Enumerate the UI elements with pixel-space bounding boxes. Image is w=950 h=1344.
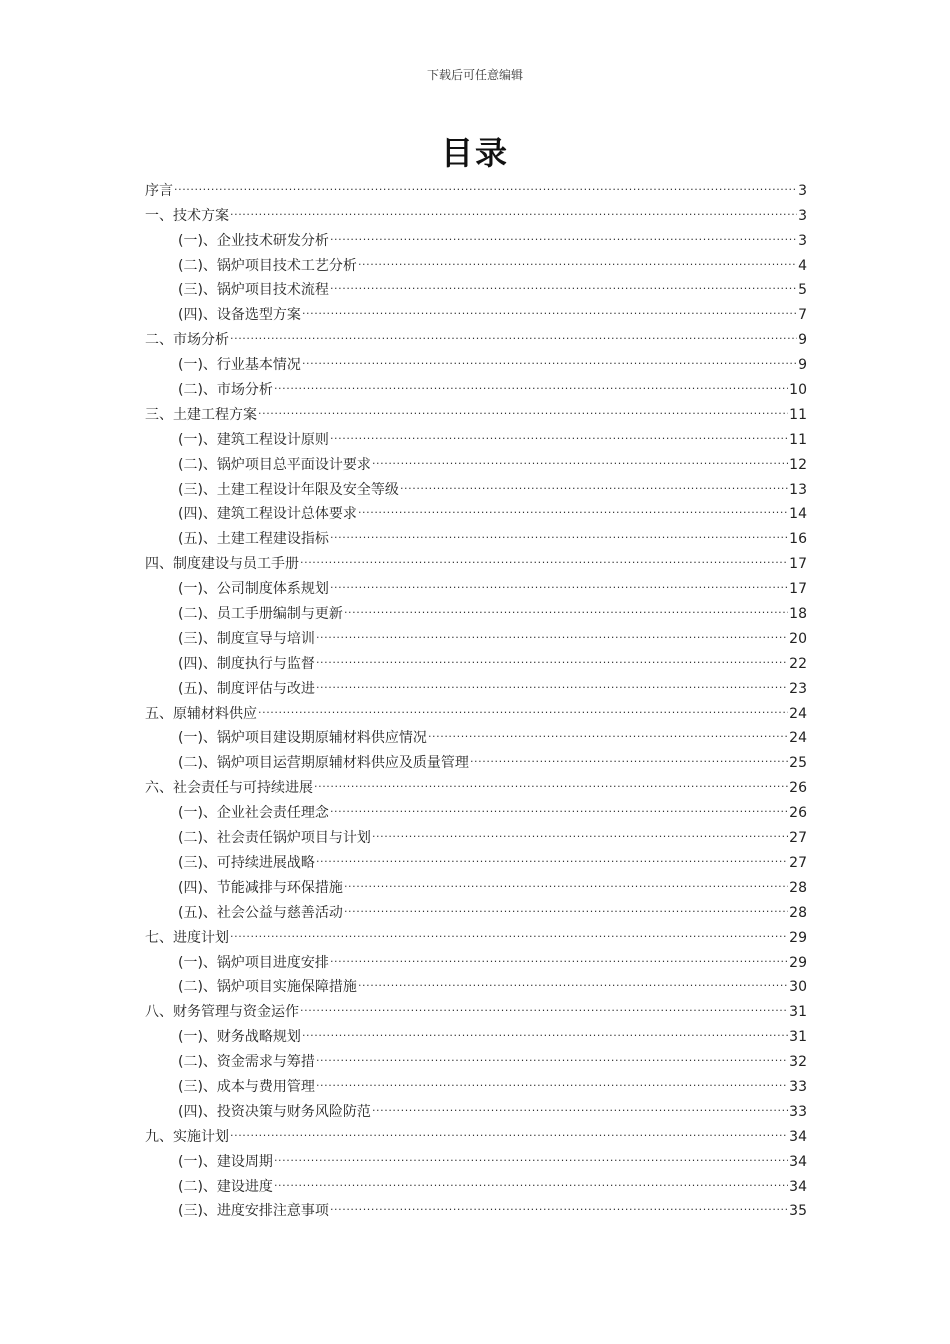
toc-entry[interactable] [145, 374, 807, 399]
toc-entry-label: (一)、企业技术研发分析 [178, 232, 329, 249]
toc-leader-dots [330, 227, 797, 246]
toc-entry[interactable] [145, 598, 807, 623]
toc-entry-label: 一、技术方案 [145, 207, 229, 224]
toc-leader-dots [330, 799, 788, 818]
toc-entry-label: (一)、建设周期 [178, 1153, 273, 1170]
toc-entry-label: (二)、锅炉项目实施保障措施 [178, 979, 357, 996]
toc-entry[interactable] [145, 1096, 807, 1121]
toc-entry-label: (一)、建筑工程设计原则 [178, 431, 329, 448]
toc-entry-label: (二)、员工手册编制与更新 [178, 606, 343, 623]
header-note: 下载后可任意编辑 [426, 68, 523, 82]
toc-leader-dots [470, 749, 788, 768]
toc-leader-dots [316, 675, 788, 694]
toc-entry[interactable] [145, 299, 807, 324]
toc-entry-page: 10 [789, 382, 807, 399]
toc-leader-dots [302, 1023, 788, 1042]
toc-leader-dots [274, 1148, 788, 1167]
toc-entry-label: 三、土建工程方案 [145, 406, 257, 423]
toc-entry[interactable] [145, 250, 807, 275]
toc-leader-dots [274, 1173, 788, 1192]
toc-entry[interactable] [145, 399, 807, 424]
toc-entry-page: 20 [789, 630, 807, 647]
toc-entry-label: (五)、土建工程建设指标 [178, 531, 329, 548]
toc-entry[interactable] [145, 772, 807, 797]
toc-entry[interactable] [145, 474, 807, 499]
toc-entry-page: 3 [798, 232, 807, 249]
toc-entry[interactable] [145, 1046, 807, 1071]
toc-entry-page: 5 [798, 282, 807, 299]
toc-entry[interactable] [145, 225, 807, 250]
toc-leader-dots [330, 575, 788, 594]
toc-leader-dots [358, 973, 788, 992]
toc-entry-page: 34 [789, 1153, 807, 1170]
toc-leader-dots [330, 276, 797, 295]
toc-leader-dots [316, 1073, 788, 1092]
toc-entry-page: 9 [798, 332, 807, 349]
toc-entry-label: 七、进度计划 [145, 929, 229, 946]
toc-entry-label: (五)、社会公益与慈善活动 [178, 904, 343, 921]
toc-entry[interactable] [145, 1121, 807, 1146]
toc-entry[interactable] [145, 872, 807, 897]
toc-entry-label: (三)、制度宣导与培训 [178, 630, 315, 647]
toc-leader-dots [174, 177, 797, 196]
toc-entry[interactable] [145, 573, 807, 598]
toc-entry-page: 31 [789, 1004, 807, 1021]
toc-entry-page: 24 [789, 730, 807, 747]
toc-entry-page: 13 [789, 481, 807, 498]
toc-entry[interactable] [145, 1196, 807, 1221]
toc-leader-dots [230, 326, 797, 345]
toc-leader-dots [302, 351, 797, 370]
toc-entry[interactable] [145, 449, 807, 474]
toc-leader-dots [372, 1098, 788, 1117]
toc-leader-dots [344, 899, 788, 918]
toc-entry[interactable] [145, 996, 807, 1021]
toc-entry-label: (四)、建筑工程设计总体要求 [178, 506, 357, 523]
toc-entry-page: 25 [789, 755, 807, 772]
toc-entry[interactable] [145, 548, 807, 573]
toc-entry-page: 22 [789, 655, 807, 672]
toc-entry-label: (四)、节能减排与环保措施 [178, 879, 343, 896]
toc-leader-dots [330, 1197, 788, 1216]
toc-entry-page: 28 [789, 879, 807, 896]
toc-leader-dots [344, 600, 788, 619]
toc-entry-label: (一)、企业社会责任理念 [178, 805, 329, 822]
toc-leader-dots [330, 525, 788, 544]
toc-entry[interactable] [145, 847, 807, 872]
toc-entry[interactable] [145, 175, 807, 200]
toc-entry[interactable] [145, 897, 807, 922]
toc-entry[interactable] [145, 1071, 807, 1096]
toc-entry-page: 27 [789, 854, 807, 871]
toc-entry[interactable] [145, 698, 807, 723]
toc-entry[interactable] [145, 623, 807, 648]
toc-entry-page: 31 [789, 1029, 807, 1046]
toc-entry-page: 18 [789, 606, 807, 623]
toc-entry-page: 11 [789, 431, 807, 448]
toc-entry-page: 29 [789, 954, 807, 971]
toc-entry-label: 五、原辅材料供应 [145, 705, 257, 722]
toc-entry-page: 27 [789, 830, 807, 847]
toc-entry-page: 28 [789, 904, 807, 921]
toc-entry-label: (四)、制度执行与监督 [178, 655, 315, 672]
toc-entry-page: 11 [789, 406, 807, 423]
toc-entry-label: (一)、锅炉项目建设期原辅材料供应情况 [178, 730, 427, 747]
toc-entry-page: 34 [789, 1178, 807, 1195]
toc-entry-page: 29 [789, 929, 807, 946]
toc-entry-label: (四)、设备选型方案 [178, 307, 301, 324]
toc-entry[interactable] [145, 1021, 807, 1046]
page-title: 目录 [440, 134, 509, 172]
toc-entry-label: 二、市场分析 [145, 332, 229, 349]
toc-entry[interactable] [145, 499, 807, 524]
toc-entry-label: (二)、资金需求与筹措 [178, 1054, 315, 1071]
toc-entry-page: 26 [789, 805, 807, 822]
toc-entry-page: 14 [789, 506, 807, 523]
table-of-contents [145, 175, 807, 1220]
toc-entry[interactable] [145, 747, 807, 772]
toc-leader-dots [316, 1048, 788, 1067]
toc-entry-label: (三)、锅炉项目技术流程 [178, 282, 329, 299]
toc-entry-label: (五)、制度评估与改进 [178, 680, 315, 697]
toc-entry-label: (二)、市场分析 [178, 382, 273, 399]
toc-entry-label: 四、制度建设与员工手册 [145, 556, 299, 573]
toc-entry-page: 33 [789, 1078, 807, 1095]
toc-leader-dots [344, 874, 788, 893]
toc-entry-label: 序言 [145, 182, 173, 199]
toc-entry[interactable] [145, 1146, 807, 1171]
toc-entry-label: (一)、锅炉项目进度安排 [178, 954, 329, 971]
toc-leader-dots [300, 550, 788, 569]
toc-entry-label: (一)、财务战略规划 [178, 1029, 301, 1046]
toc-entry-label: (三)、成本与费用管理 [178, 1078, 315, 1095]
toc-leader-dots [400, 476, 788, 495]
toc-leader-dots [230, 202, 797, 221]
toc-leader-dots [302, 301, 797, 320]
toc-leader-dots [316, 849, 788, 868]
toc-leader-dots [314, 774, 788, 793]
toc-entry-page: 33 [789, 1103, 807, 1120]
toc-leader-dots [428, 724, 788, 743]
toc-entry-label: (一)、行业基本情况 [178, 357, 301, 374]
toc-entry[interactable] [145, 523, 807, 548]
toc-leader-dots [330, 426, 788, 445]
toc-entry-label: (二)、锅炉项目运营期原辅材料供应及质量管理 [178, 755, 469, 772]
toc-leader-dots [316, 625, 788, 644]
toc-entry[interactable] [145, 673, 807, 698]
toc-entry-page: 17 [789, 581, 807, 598]
toc-leader-dots [372, 451, 788, 470]
toc-entry[interactable] [145, 349, 807, 374]
toc-entry-page: 30 [789, 979, 807, 996]
toc-entry-label: (一)、公司制度体系规划 [178, 581, 329, 598]
toc-entry-page: 7 [798, 307, 807, 324]
toc-entry-page: 4 [798, 257, 807, 274]
toc-entry[interactable] [145, 424, 807, 449]
toc-entry-page: 35 [789, 1203, 807, 1220]
toc-entry-label: (四)、投资决策与财务风险防范 [178, 1103, 371, 1120]
toc-leader-dots [358, 500, 788, 519]
toc-entry-label: 八、财务管理与资金运作 [145, 1004, 299, 1021]
toc-leader-dots [230, 924, 788, 943]
toc-entry[interactable] [145, 275, 807, 300]
toc-leader-dots [330, 949, 788, 968]
toc-leader-dots [316, 650, 788, 669]
toc-entry-page: 12 [789, 456, 807, 473]
toc-entry-page: 26 [789, 780, 807, 797]
toc-leader-dots [258, 700, 788, 719]
toc-entry-label: 六、社会责任与可持续进展 [145, 780, 313, 797]
toc-entry-page: 3 [798, 182, 807, 199]
toc-entry-label: (二)、社会责任锅炉项目与计划 [178, 830, 371, 847]
toc-entry-page: 3 [798, 207, 807, 224]
toc-entry-label: (三)、进度安排注意事项 [178, 1203, 329, 1220]
toc-leader-dots [258, 401, 788, 420]
toc-entry[interactable] [145, 797, 807, 822]
toc-entry[interactable] [145, 1171, 807, 1196]
toc-entry-label: (二)、建设进度 [178, 1178, 273, 1195]
toc-entry-page: 24 [789, 705, 807, 722]
toc-entry-page: 34 [789, 1128, 807, 1145]
toc-entry-label: (二)、锅炉项目技术工艺分析 [178, 257, 357, 274]
toc-entry[interactable] [145, 972, 807, 997]
toc-entry-label: 九、实施计划 [145, 1128, 229, 1145]
toc-entry[interactable] [145, 947, 807, 972]
toc-leader-dots [230, 1123, 788, 1142]
toc-entry[interactable] [145, 723, 807, 748]
toc-leader-dots [358, 252, 797, 271]
toc-entry-page: 17 [789, 556, 807, 573]
toc-entry[interactable] [145, 324, 807, 349]
toc-entry-page: 9 [798, 357, 807, 374]
toc-entry[interactable] [145, 922, 807, 947]
toc-entry-page: 23 [789, 680, 807, 697]
toc-entry-label: (二)、锅炉项目总平面设计要求 [178, 456, 371, 473]
toc-leader-dots [274, 376, 788, 395]
toc-entry-label: (三)、可持续进展战略 [178, 854, 315, 871]
toc-leader-dots [372, 824, 788, 843]
toc-entry[interactable] [145, 648, 807, 673]
toc-leader-dots [300, 998, 788, 1017]
toc-entry-page: 16 [789, 531, 807, 548]
toc-entry-page: 32 [789, 1054, 807, 1071]
toc-entry-label: (三)、土建工程设计年限及安全等级 [178, 481, 399, 498]
toc-entry[interactable] [145, 200, 807, 225]
toc-entry[interactable] [145, 822, 807, 847]
